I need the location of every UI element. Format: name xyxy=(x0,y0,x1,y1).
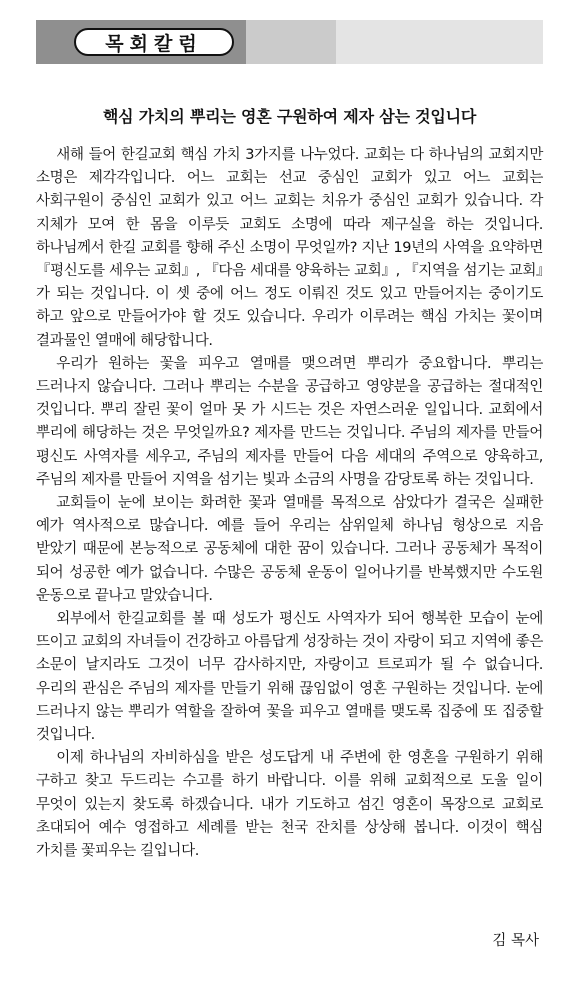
article-title: 핵심 가치의 뿌리는 영혼 구원하여 제자 삼는 것입니다 xyxy=(102,107,477,126)
article-paragraph-1: 새해 들어 한길교회 핵심 가치 3가지를 나누었다. 교회는 다 하나님의 교회지만 소명은 제각각입니다. 어느 교회는 선교 중심인 교회가 있고 어느 교회는 사회구원이 중심인 교회가 있고 어느 교회는 치유가 중심인 교회가 있습니다. 각 지체가 모여 한 몸을 이루듯 교회도 소명에 따라 제구실을 하는 것입니다. 하나님께서 한길 교회를 향해 주신 소명이 무엇일까? 지난 19년의 사역을 요약하면 『평신도를 세우는 교회』, 『다음 세대를 양육하는 교회』, 『지역을 섬기는 교회』가 되는 것입니다. 이 셋 중에 어느 정도 이뤄진 것도 있고 만들어지는 중이기도 하고 앞으로 만들어가야 할 것도 있습니다. 우리가 이루려는 핵심 가치는 꽃이며 결과물인 열매에 해당합니다. xyxy=(36,147,543,349)
author-signature: 김 목사 xyxy=(492,933,539,949)
article-paragraph-4: 외부에서 한길교회를 볼 때 성도가 평신도 사역자가 되어 행복한 모습이 눈에 뜨이고 교회의 자녀들이 건강하고 아름답게 성장하는 것이 자랑이 되고 지역에 좋은 소문이 날지라도 그것이 너무 감사하지만, 자랑이고 트로피가 될 수 없습니다. 우리의 관심은 주님의 제자를 만들기 위해 끊임없이 영혼 구원하는 것입니다. 눈에 드러나지 않는 뿌리가 역할을 잘하여 꽃을 피우고 열매를 맺도록 집중에 또 집중할 것입니다. xyxy=(36,611,543,744)
column-label: 목회칼럼 xyxy=(74,28,234,56)
header-light-segment xyxy=(336,20,543,64)
header-mid-segment xyxy=(246,20,336,64)
article-paragraph-2: 우리가 원하는 꽃을 피우고 열매를 맺으려면 뿌리가 중요합니다. 뿌리는 드러나지 않습니다. 그러나 뿌리는 수분을 공급하고 영양분을 공급하는 절대적인 것입니다. 뿌리 잘린 꽃이 얼마 못 가 시드는 것은 자연스러운 일입니다. 교회에서 뿌리에 해당하는 것은 무엇일까요? 제자를 만드는 것입니다. 주님의 제자를 만들어 평신도 사역자를 세우고, 주님의 제자를 만들어 다음 세대의 주역으로 양육하고, 주님의 제자를 만들어 지역을 섬기는 빛과 소금의 사명을 감당토록 하는 것입니다. xyxy=(36,355,543,488)
article-body xyxy=(36,144,543,863)
article-paragraph-5: 이제 하나님의 자비하심을 받은 성도답게 내 주변에 한 영혼을 구원하기 위해 구하고 찾고 두드리는 수고를 하기 바랍니다. 이를 위해 교회적으로 도울 일이 무엇이 있는지 찾도록 하겠습니다. 내가 기도하고 섬긴 영혼이 목장으로 교회로 초대되어 예수 영접하고 세례를 받는 천국 잔치를 상상해 봅니다. 이것이 핵심 가치를 꽃피우는 길입니다. xyxy=(36,750,543,860)
header-dark-segment xyxy=(36,20,246,64)
article-paragraph-3: 교회들이 눈에 보이는 화려한 꽃과 열매를 목적으로 삼았다가 결국은 실패한 예가 역사적으로 많습니다. 예를 들어 우리는 삼위일체 하나님 형상으로 지음 받았기 때문에 본능적으로 공동체에 대한 꿈이 있습니다. 그러나 공동체가 목적이 되어 성공한 예가 없습니다. 수많은 공동체 운동이 일어나기를 반복했지만 수도원 운동으로 끝나고 말았습니다. xyxy=(36,495,543,604)
column-header-bar xyxy=(36,20,543,64)
